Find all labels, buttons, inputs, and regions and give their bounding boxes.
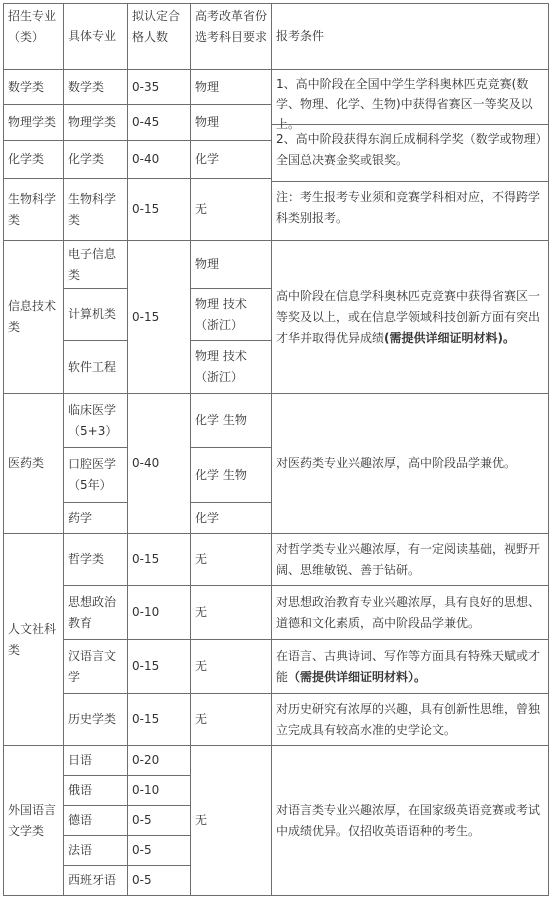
- major-cell: 哲学类: [64, 534, 128, 586]
- major-cell: 生物科学类: [64, 179, 128, 241]
- subject-cell: 无: [191, 586, 272, 640]
- quota-cell: 0-5: [128, 836, 191, 866]
- header-major: 具体专业: [64, 4, 128, 70]
- table-row: [4, 70, 549, 105]
- admission-table-container: [3, 3, 549, 896]
- lang-conditions-cell: 对语言类专业兴趣浓厚，在国家级英语竞赛或考试中成绩优异。仅招收英语语种的考生。: [272, 746, 549, 896]
- category-cell: 信息技术类: [4, 241, 64, 394]
- condition-cell: [272, 640, 549, 694]
- header-row: [4, 4, 549, 70]
- major-cell: 电子信息类: [64, 241, 128, 289]
- quota-cell: 0-15: [128, 694, 191, 746]
- condition-text: 高中阶段在信息学科奥林匹克竞赛中获得省赛区一等奖及以上，或在信息学领域科技创新方面有突出才华并取得优异成绩: [276, 288, 541, 345]
- quota-cell: 0-20: [128, 746, 191, 776]
- condition-cell: [272, 534, 549, 586]
- table-row: [4, 586, 549, 640]
- condition-emphasis: (需提供详细证明材料)。: [384, 330, 515, 345]
- major-cell: 计算机类: [64, 289, 128, 341]
- header-conditions: 报考条件: [272, 4, 549, 70]
- quota-cell: 0-5: [128, 866, 191, 896]
- major-cell: 物理学类: [64, 105, 128, 140]
- subject-cell: 化学 生物: [191, 394, 272, 448]
- subject-cell: 无: [191, 179, 272, 241]
- major-cell: 临床医学（5+3）: [64, 394, 128, 448]
- admission-requirements-table: [3, 3, 549, 896]
- table-row: [4, 640, 549, 694]
- category-cell: 人文社科类: [4, 534, 64, 746]
- quota-cell: 0-40: [128, 140, 191, 178]
- major-cell: 西班牙语: [64, 866, 128, 896]
- quota-cell: 0-15: [128, 640, 191, 694]
- subject-cell: 物理: [191, 241, 272, 289]
- subject-cell: 物理 技术（浙江）: [191, 341, 272, 394]
- major-cell: 俄语: [64, 776, 128, 806]
- major-cell: 数学类: [64, 70, 128, 105]
- major-cell: 法语: [64, 836, 128, 866]
- condition-text: 对历史研究有浓厚的兴趣，具有创新性思维，曾独立完成具有较高水准的史学论文。: [276, 701, 541, 737]
- table-row: [4, 394, 549, 448]
- major-cell: 德语: [64, 806, 128, 836]
- major-cell: 历史学类: [64, 694, 128, 746]
- subject-cell: 化学: [191, 503, 272, 534]
- subject-cell: 无: [191, 694, 272, 746]
- header-subject: 高考改革省份选考科目要求: [191, 4, 272, 70]
- med-conditions-cell: 对医药类专业兴趣浓厚，高中阶段品学兼优。: [272, 394, 549, 534]
- condition-emphasis: （需提供详细证明材料）。: [288, 669, 427, 684]
- condition-yau-award: 2、高中阶段获得东润丘成桐科学奖（数学或物理）全国总决赛金奖或银奖。: [272, 125, 548, 182]
- header-category: 招生专业（类）: [4, 4, 64, 70]
- subject-cell: 无: [191, 746, 272, 896]
- major-cell: 日语: [64, 746, 128, 776]
- quota-cell: 0-35: [128, 70, 191, 105]
- subject-cell: 无: [191, 640, 272, 694]
- science-conditions-cell: [272, 70, 549, 241]
- category-cell: 化学类: [4, 140, 64, 178]
- major-cell: 汉语言文学: [64, 640, 128, 694]
- quota-cell: 0-15: [128, 241, 191, 394]
- table-row: [4, 241, 549, 289]
- quota-cell: 0-40: [128, 394, 191, 534]
- major-cell: 药学: [64, 503, 128, 534]
- subject-cell: 无: [191, 534, 272, 586]
- quota-cell: 0-15: [128, 534, 191, 586]
- table-row: [4, 534, 549, 586]
- quota-cell: 0-5: [128, 806, 191, 836]
- condition-text: 在语言、古典诗词、写作等方面具有特殊天赋或才能: [276, 648, 541, 684]
- subject-cell: 物理: [191, 70, 272, 105]
- quota-cell: 0-45: [128, 105, 191, 140]
- table-row: [4, 694, 549, 746]
- major-cell: 口腔医学（5年）: [64, 448, 128, 503]
- info-conditions-cell: [272, 241, 549, 394]
- major-cell: 思想政治教育: [64, 586, 128, 640]
- subject-cell: 物理: [191, 105, 272, 140]
- subject-cell: 化学: [191, 140, 272, 178]
- major-cell: 软件工程: [64, 341, 128, 394]
- category-cell: 数学类: [4, 70, 64, 105]
- subject-cell: 化学 生物: [191, 448, 272, 503]
- condition-olympiad: 1、高中阶段在全国中学生学科奥林匹克竞赛(数学、物理、化学、生物)中获得省赛区一等奖及以上。: [272, 70, 548, 125]
- category-cell: 外国语言文学类: [4, 746, 64, 896]
- table-row: [4, 746, 549, 776]
- quota-cell: 0-10: [128, 586, 191, 640]
- header-quota: 拟认定合格人数: [128, 4, 191, 70]
- category-cell: 医药类: [4, 394, 64, 534]
- major-cell: 化学类: [64, 140, 128, 178]
- condition-cell: [272, 694, 549, 746]
- condition-text: 对哲学类专业兴趣浓厚，有一定阅读基础，视野开阔、思维敏锐、善于钻研。: [276, 541, 541, 577]
- category-cell: 物理学类: [4, 105, 64, 140]
- quota-cell: 0-15: [128, 179, 191, 241]
- condition-cell: [272, 586, 549, 640]
- category-cell: 生物科学类: [4, 179, 64, 241]
- quota-cell: 0-10: [128, 776, 191, 806]
- subject-cell: 物理 技术（浙江）: [191, 289, 272, 341]
- condition-text: 对思想政治教育专业兴趣浓厚，具有良好的思想、道德和文化素质，高中阶段品学兼优。: [276, 594, 541, 630]
- condition-note: 注：考生报考专业须和竞赛学科相对应，不得跨学科类别报考。: [276, 190, 541, 225]
